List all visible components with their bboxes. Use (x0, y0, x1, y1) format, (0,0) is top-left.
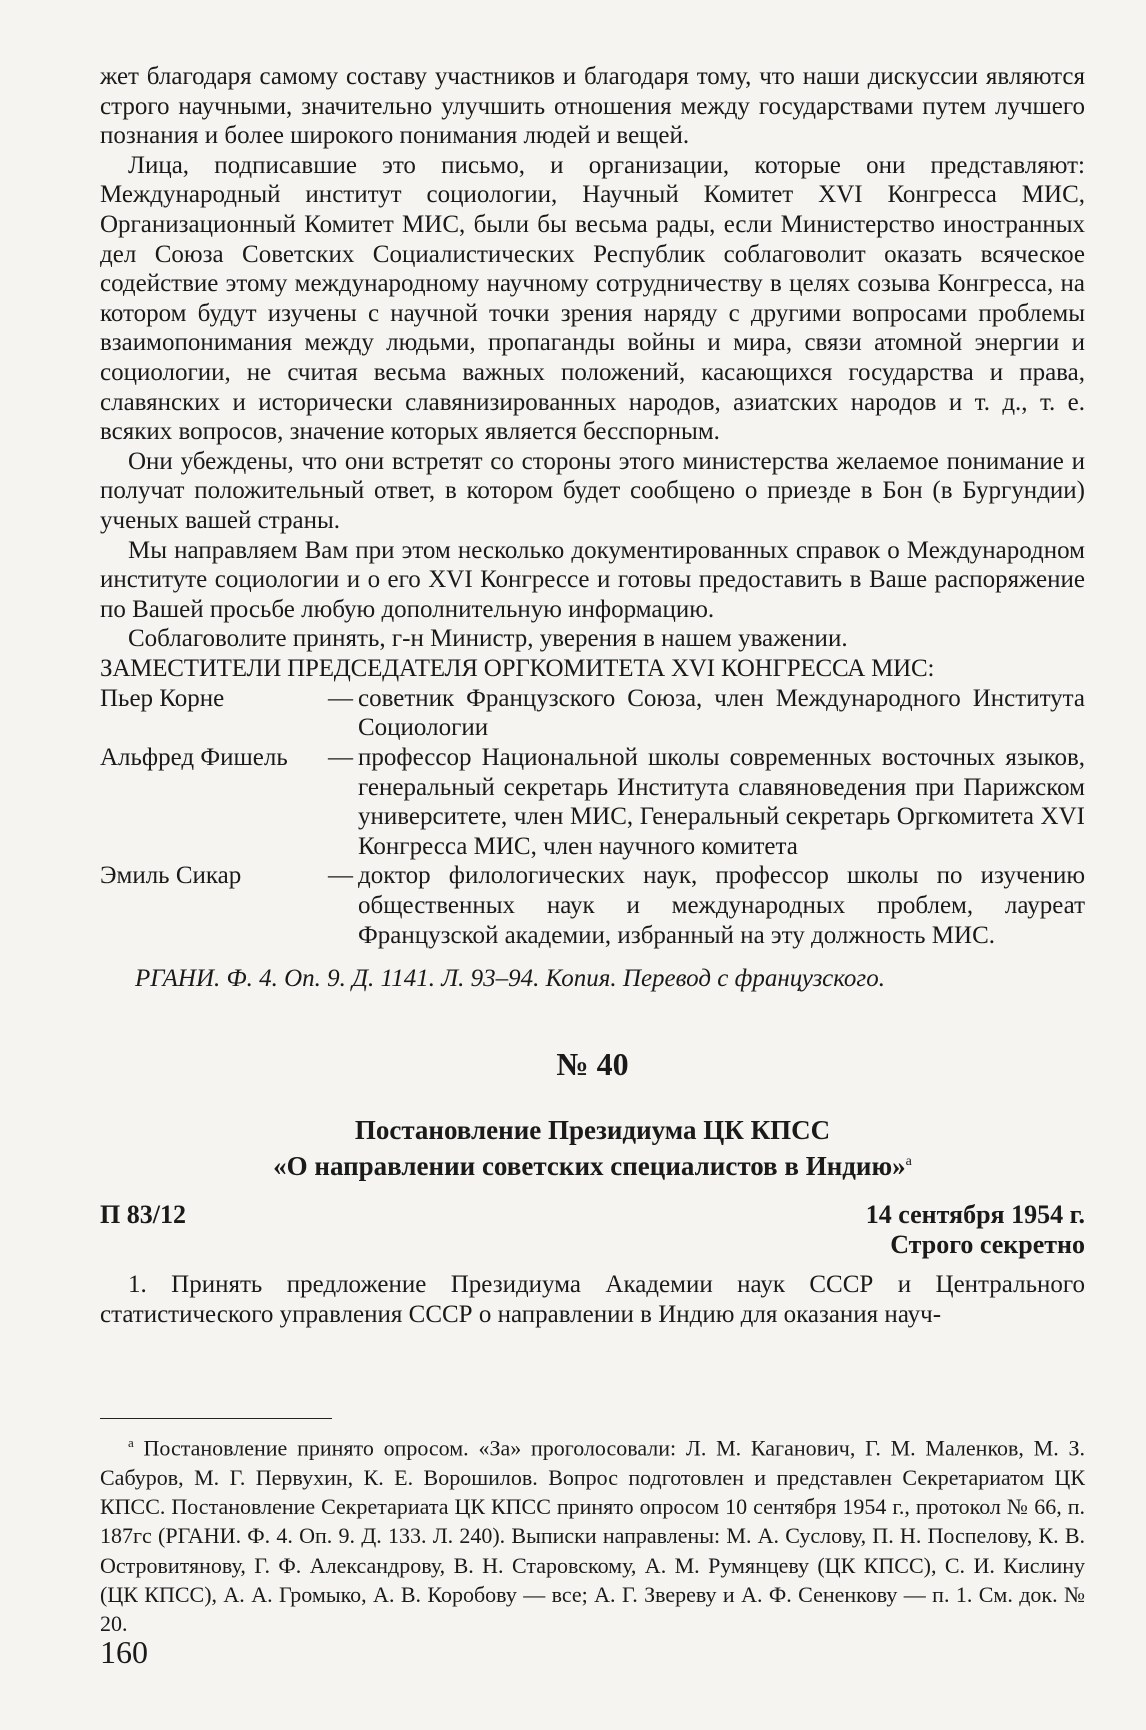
signatory-name: Пьер Корне (100, 684, 225, 712)
paragraph-attachments: Мы направляем Вам при этом несколько документированных справок о Международном институте социологии и о его XVI Конгрессе и готовы предоставить в Ваше распоряжение по Вашей просьбе любую дополнительную информацию. (100, 536, 1085, 623)
page-number: 160 (100, 1634, 148, 1670)
signatory-fishel (100, 743, 1085, 861)
signatory-dash: — (328, 744, 353, 772)
paragraph-closing: Соблаговолите принять, г-н Министр, уверения в нашем уважении. (128, 625, 848, 653)
signatory-dash: — (328, 684, 353, 712)
signatory-name: Альфред Фишель (100, 744, 288, 772)
paragraph-signatories-request: Лица, подписавшие это письмо, и организации, которые они представляют: Международный институт социологии, Научный Комитет XVI Конгресса МИС, Организационный Комитет МИС, были бы весьма рады, если Министерство иностранных дел Союза Советских Социалистических Республик соблаговолит оказать всяческое содействие этому международному научному сотрудничеству в целях созыва Конгресса, на котором будут изучены с научной точки зрения наряду с другими вопросами проблемы взаимопонимания между людьми, пропаганды войны и мира, связи атомной энергии и социологии, не считая весьма важных положений, касающихся государства и права, славянских и исторически славянизированных народов, азиатских народов и т. д., т. е. всяких вопросов, значение которых является бесспорным. (100, 151, 1085, 446)
archive-source: РГАНИ. Ф. 4. Оп. 9. Д. 1141. Л. 93–94. Копия. Перевод с французского. (135, 965, 885, 993)
paragraph-expectation: Они убеждены, что они встретят со стороны этого министерства желаемое понимание и получат положительный ответ, в котором будет сообщено о приезде в Бон (в Бургундии) ученых вашей страны. (100, 447, 1085, 534)
document-title-line1: Постановление Президиума ЦК КПСС (354, 1115, 831, 1146)
footnote (100, 1428, 1085, 1638)
document-title-text: «О направлении советских специалистов в Индию» (273, 1151, 906, 1182)
signatory-name: Эмиль Сикар (100, 862, 242, 890)
signatory-position: профессор Национальной школы современных восточных языков, генеральный секретарь Института славяноведения при Парижском университете, член МИС, Генеральный секретарь Оргкомитета XVI Конгресса МИС, член научного комитета (358, 744, 1085, 860)
classification: Строго секретно (890, 1230, 1085, 1260)
document-date: 14 сентября 1954 г. (865, 1200, 1085, 1230)
signatory-korne (100, 684, 1085, 743)
decree-paragraph-1: 1. Принять предложение Президиума Академии наук СССР и Центрального статистического управления СССР о направлении в Индию для оказания науч- (100, 1271, 1085, 1328)
signatory-dash: — (328, 862, 353, 890)
paragraph-continued: жет благодаря самому составу участников и благодаря тому, что наши дискуссии являются строго научными, значительно улучшить отношения между государствами путем лучшего познания и более широкого понимания людей и вещей. (100, 63, 1085, 150)
footnote-mark: а (128, 1435, 134, 1450)
signatory-position: доктор филологических наук, профессор школы по изучению общественных наук и международных проблем, лауреат Французской академии, избранный на эту должность МИС. (358, 862, 1085, 949)
document-title-line2 (100, 1146, 1085, 1182)
protocol-number: П 83/12 (100, 1200, 186, 1230)
footnote-divider (100, 1418, 332, 1419)
letter-text (100, 62, 1085, 1329)
document-number: № 40 (556, 1046, 629, 1083)
footnote-text: Постановление принято опросом. «За» проголосовали: Л. М. Каганович, Г. М. Маленков, М. З. Сабуров, М. Г. Первухин, К. Е. Ворошилов. Вопрос подготовлен и представлен Секретариатом ЦК КПСС. Постановление Секретариата ЦК КПСС принято опросом 10 сентября 1954 г., протокол № 66, п. 187гс (РГАНИ. Ф. 4. Оп. 9. Д. 133. Л. 240). Выписки направлены: М. А. Суслову, П. Н. Поспелову, К. В. Островитянову, Г. Ф. Александрову, В. Н. Старовскому, А. М. Румянцеву (ЦК КПСС), С. И. Кислину (ЦК КПСС), А. А. Громыко, А. В. Коробову — все; А. Г. Звереву и А. Ф. Сененкову — п. 1. См. док. № 20. (100, 1435, 1085, 1637)
signatory-position: советник Французского Союза, член Международного Института Социологии (358, 684, 1085, 742)
protocol-row (100, 1200, 1085, 1230)
deputies-heading: ЗАМЕСТИТЕЛИ ПРЕДСЕДАТЕЛЯ ОРГКОМИТЕТА XVI КОНГРЕССА МИС: (100, 654, 935, 682)
signatory-sikar (100, 861, 1085, 950)
title-footnote-mark: а (905, 1154, 912, 1170)
